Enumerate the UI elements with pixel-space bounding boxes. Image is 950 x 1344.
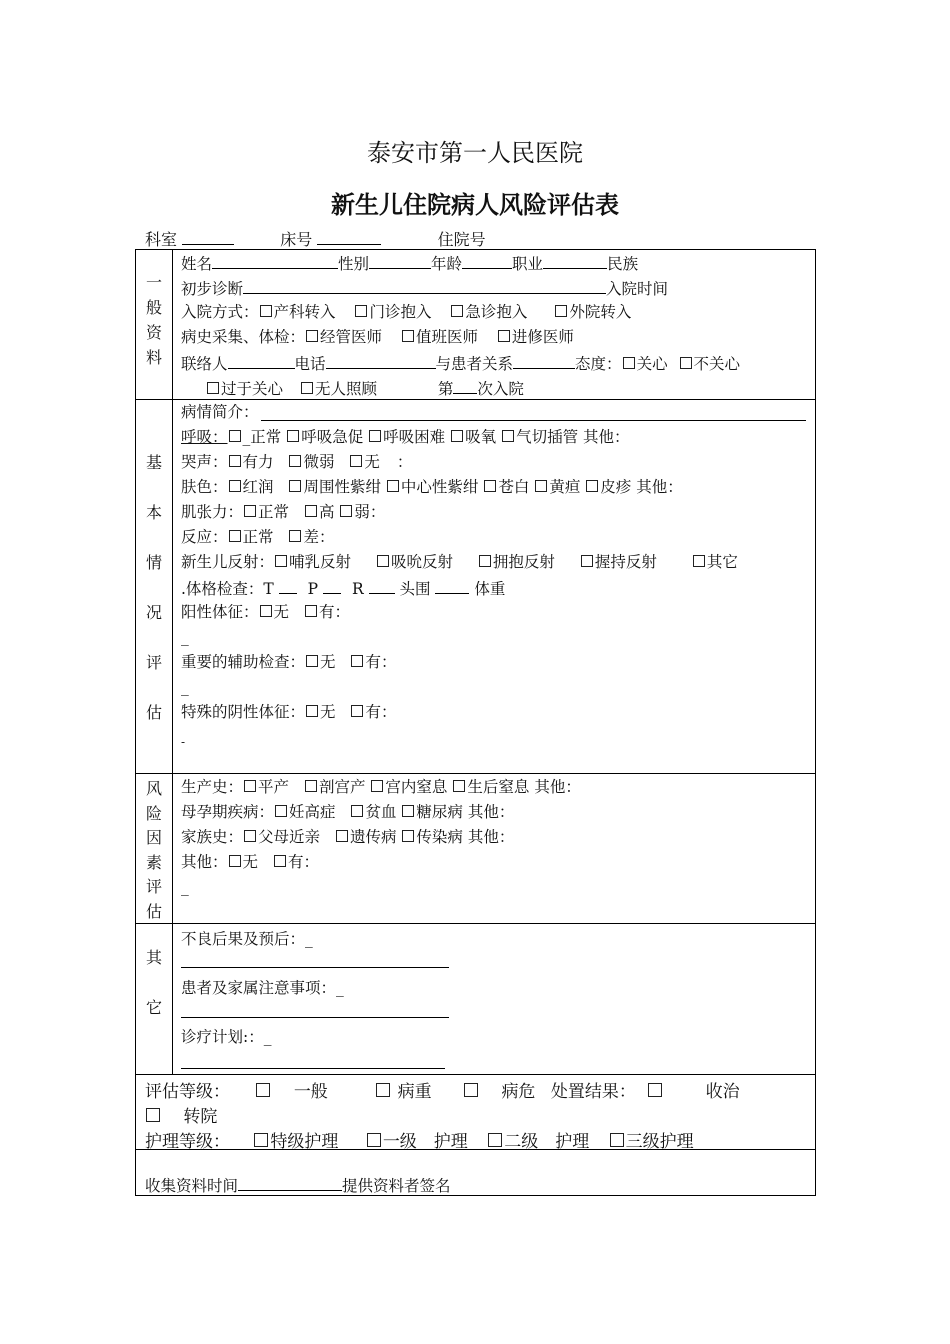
row-positive: 阳性体征： 无 有：: [181, 603, 350, 621]
checkbox[interactable]: [275, 805, 287, 817]
bed-label: 床号: [280, 230, 313, 249]
checkbox[interactable]: [387, 480, 399, 492]
checkbox[interactable]: [260, 305, 272, 317]
row-footer: 收集资料时间 提供资料者签名: [145, 1177, 451, 1195]
nth-field[interactable]: [453, 378, 477, 394]
checkbox[interactable]: [498, 330, 510, 342]
checkbox[interactable]: [586, 480, 598, 492]
hospital-name: 泰安市第一人民医院: [367, 139, 583, 167]
header-fields: [145, 227, 486, 250]
row-notice: 患者及家属注意事项：_: [181, 979, 344, 997]
checkbox[interactable]: [305, 505, 317, 517]
checkbox[interactable]: [336, 830, 348, 842]
checkbox[interactable]: [484, 480, 496, 492]
checkbox[interactable]: [351, 705, 363, 717]
row-reflex: 新生儿反射： 哺乳反射 吸吮反射 拥抱反射 握持反射 其它: [181, 553, 738, 571]
checkbox[interactable]: [488, 1133, 502, 1147]
row-cry: 哭声： 有力 微弱 无 ：: [181, 453, 413, 471]
checkbox[interactable]: [229, 480, 241, 492]
row-summary: 病情简介：: [181, 403, 259, 421]
checkbox[interactable]: [289, 530, 301, 542]
checkbox[interactable]: [648, 1083, 662, 1097]
row-divider: [135, 923, 816, 924]
row-aux: 重要的辅助检查： 无 有：: [181, 653, 397, 671]
checkbox[interactable]: [274, 855, 286, 867]
checkbox[interactable]: [610, 1133, 624, 1147]
head-field[interactable]: [435, 578, 469, 594]
notice-line[interactable]: [181, 1017, 449, 1018]
bed-blank[interactable]: [317, 230, 381, 245]
dept-blank[interactable]: [182, 230, 234, 245]
checkbox[interactable]: [340, 505, 352, 517]
checkbox[interactable]: [301, 382, 313, 394]
summary-line[interactable]: [261, 420, 806, 421]
checkbox[interactable]: [479, 555, 491, 567]
row-pregnancy: 母孕期疾病： 妊高症 贫血 糖尿病 其他：: [181, 803, 515, 821]
row-history: 病史采集、体检： 经管医师 值班医师 进修医师: [181, 328, 574, 346]
row-response: 反应： 正常 差：: [181, 528, 335, 546]
checkbox[interactable]: [287, 430, 299, 442]
checkbox[interactable]: [146, 1108, 160, 1122]
section-label-risk: 风 险 因 素 评 估: [145, 779, 162, 921]
checkbox[interactable]: [244, 505, 256, 517]
checkbox[interactable]: [351, 655, 363, 667]
checkbox[interactable]: [464, 1083, 478, 1097]
row-negative: 特殊的阴性体征： 无 有：: [181, 703, 397, 721]
resp-field[interactable]: [369, 578, 395, 594]
row-admit-mode: 入院方式： 产科转入 门诊抱入 急诊抱入 外院转入: [181, 303, 632, 321]
checkbox[interactable]: [555, 305, 567, 317]
checkbox[interactable]: [256, 1083, 270, 1097]
row-tone: 肌张力： 正常 高 弱：: [181, 503, 386, 521]
checkbox[interactable]: [451, 430, 463, 442]
checkbox[interactable]: [680, 357, 692, 369]
checkbox[interactable]: [229, 430, 241, 442]
row-eval-grade: 评估等级： 一般 病重 病危 处置结果： 收治: [145, 1082, 740, 1102]
checkbox[interactable]: [306, 655, 318, 667]
checkbox[interactable]: [350, 455, 362, 467]
outcome-line[interactable]: [181, 967, 449, 968]
checkbox[interactable]: [351, 805, 363, 817]
checkbox[interactable]: [369, 430, 381, 442]
section-label-basic: 基 本 情 况 评 估: [145, 453, 162, 722]
checkbox[interactable]: [502, 430, 514, 442]
col-divider: [172, 249, 173, 1075]
checkbox[interactable]: [623, 357, 635, 369]
checkbox[interactable]: [244, 830, 256, 842]
dash-mark: _: [181, 678, 189, 696]
admission-label: 住院号: [437, 230, 486, 249]
row-diagnosis: 初步诊断 入院时间: [181, 280, 669, 298]
checkbox[interactable]: [581, 555, 593, 567]
dash-mark: _: [181, 878, 189, 896]
collect-time-field[interactable]: [238, 1175, 342, 1191]
row-divider: [135, 399, 816, 400]
row-birth: 生产史： 平产 剖宫产 宫内窒息 生后窒息 其他：: [181, 778, 581, 796]
sex-field[interactable]: [369, 253, 431, 269]
checkbox[interactable]: [260, 605, 272, 617]
checkbox[interactable]: [376, 1083, 390, 1097]
checkbox[interactable]: [451, 305, 463, 317]
row-exam: .体格检查：T P R 头围 体重: [181, 580, 506, 598]
checkbox[interactable]: [289, 480, 301, 492]
checkbox[interactable]: [377, 555, 389, 567]
checkbox[interactable]: [535, 480, 547, 492]
checkbox[interactable]: [254, 1133, 268, 1147]
row-risk-other: 其他： 无 有：: [181, 853, 319, 871]
checkbox[interactable]: [305, 780, 317, 792]
form-title: 新生儿住院病人风险评估表: [331, 190, 619, 219]
checkbox[interactable]: [402, 830, 414, 842]
checkbox[interactable]: [402, 330, 414, 342]
contact-field[interactable]: [228, 353, 295, 369]
row-skin: 肤色： 红润 周围性紫绀 中心性紫绀 苍白 黄疸 皮疹 其他：: [181, 478, 683, 496]
checkbox[interactable]: [229, 455, 241, 467]
checkbox[interactable]: [371, 780, 383, 792]
row-plan: 诊疗计划:：_: [181, 1028, 272, 1046]
row-care-grade: 护理等级： 特级护理 一级 护理 二级 护理 三级护理: [145, 1132, 694, 1152]
row-attitude-2: 过于关心 无人照顾 第 次入院: [206, 378, 524, 398]
section-label-other: 其 它: [145, 948, 162, 1017]
checkbox[interactable]: [367, 1133, 381, 1147]
row-outcome: 不良后果及预后：_: [181, 930, 313, 948]
temp-field[interactable]: [279, 578, 297, 594]
dash-mark: -: [181, 735, 186, 749]
diagnosis-field[interactable]: [243, 278, 606, 294]
job-field[interactable]: [543, 253, 607, 269]
dept-label: 科室: [145, 230, 178, 249]
row-transfer: 转院: [145, 1102, 217, 1127]
checkbox[interactable]: [305, 605, 317, 617]
name-field[interactable]: [212, 253, 338, 269]
checkbox[interactable]: [229, 530, 241, 542]
age-field[interactable]: [462, 253, 512, 269]
row-basic-info: 姓名 性别 年龄 职业 民族: [181, 255, 639, 273]
row-divider: [135, 1074, 816, 1075]
row-family: 家族史： 父母近亲 遗传病 传染病 其他：: [181, 828, 515, 846]
pulse-field[interactable]: [323, 578, 341, 594]
row-divider: [135, 773, 816, 774]
checkbox[interactable]: [355, 305, 367, 317]
row-contact: 联络人 电话 与患者关系 态度： 关心 不关心: [181, 355, 741, 373]
checkbox[interactable]: [306, 330, 318, 342]
checkbox[interactable]: [289, 455, 301, 467]
section-label-general: 一 般 资 料: [145, 273, 162, 367]
checkbox[interactable]: [275, 555, 287, 567]
plan-line[interactable]: [181, 1068, 445, 1069]
row-breath: 呼吸： _正常 呼吸急促 呼吸困难 吸氧 气切插管 其他：: [181, 428, 630, 446]
relation-field[interactable]: [513, 353, 575, 369]
phone-field[interactable]: [326, 353, 436, 369]
checkbox[interactable]: [693, 555, 705, 567]
checkbox[interactable]: [453, 780, 465, 792]
checkbox[interactable]: [306, 705, 318, 717]
checkbox[interactable]: [207, 382, 219, 394]
checkbox[interactable]: [402, 805, 414, 817]
dash-mark: _: [181, 628, 189, 646]
checkbox[interactable]: [229, 855, 241, 867]
checkbox[interactable]: [244, 780, 256, 792]
